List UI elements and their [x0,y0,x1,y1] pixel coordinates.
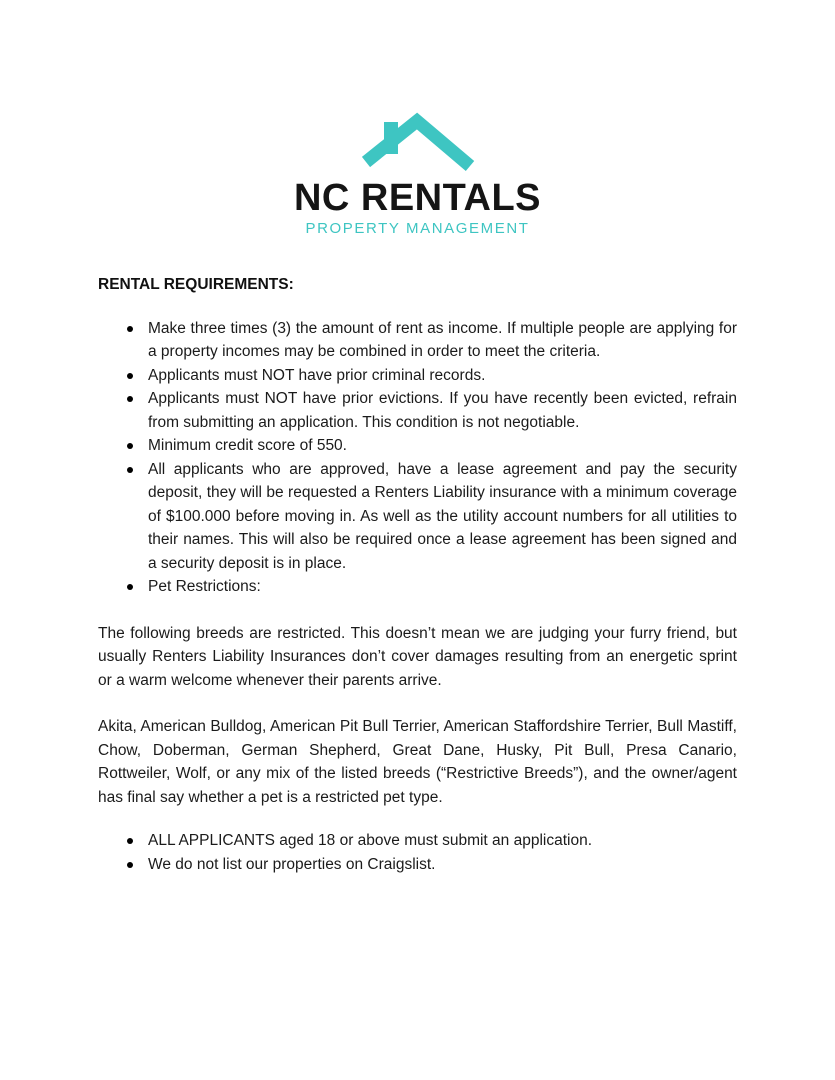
additional-rules-list [98,829,737,876]
logo [0,0,835,237]
list-item-credit-score: Minimum credit score of 550. [148,434,737,458]
paragraph-breed-restriction-intro: The following breeds are restricted. This doesn’t mean we are judging your furry friend, but usually Renters Liability Insurances don’t cover damages resulting from an energetic sprint or a warm welcome whenever their parents arrive. [98,624,737,689]
logo-name: NC RENTALS [293,177,542,219]
list-item-applicants-age: ALL APPLICANTS aged 18 or above must submit an application. [148,829,737,853]
list-item-pet-restrictions: Pet Restrictions: [148,575,737,599]
requirements-list [98,317,737,599]
list-item-renters-liability: All applicants who are approved, have a lease agreement and pay the security deposit, they will be requested a Renters Liability insurance with a minimum coverage of $100.000 before moving in. As well as the utility account numbers for all utilities to their names. This will also be required once a lease agreement has been signed and a security deposit is in place. [148,458,737,576]
list-item-criminal-records: Applicants must NOT have prior criminal records. [148,364,737,388]
paragraph-restricted-breeds: Akita, American Bulldog, American Pit Bull Terrier, American Staffordshire Terrier, Bull Mastiff, Chow, Doberman, German Shepherd, Great Dane, Husky, Pit Bull, Presa Canario, Rottweiler, Wolf, or any mix of the listed breeds (“Restrictive Breeds”), and the owner/agent has final say whether a pet is a restricted pet type. [98,718,737,806]
list-item-evictions: Applicants must NOT have prior evictions. If you have recently been evicted, refrain from submitting an application. This condition is not negotiable. [148,387,737,434]
section-heading: RENTAL REQUIREMENTS: [98,276,294,293]
list-item-income: Make three times (3) the amount of rent as income. If multiple people are applying for a property incomes may be combined in order to meet the criteria. [148,317,737,364]
roof-with-chimney-icon [360,110,476,176]
logo-tagline: PROPERTY MANAGEMENT [305,220,530,237]
list-item-craigslist: We do not list our properties on Craigslist. [148,853,737,877]
document-body [0,273,835,876]
